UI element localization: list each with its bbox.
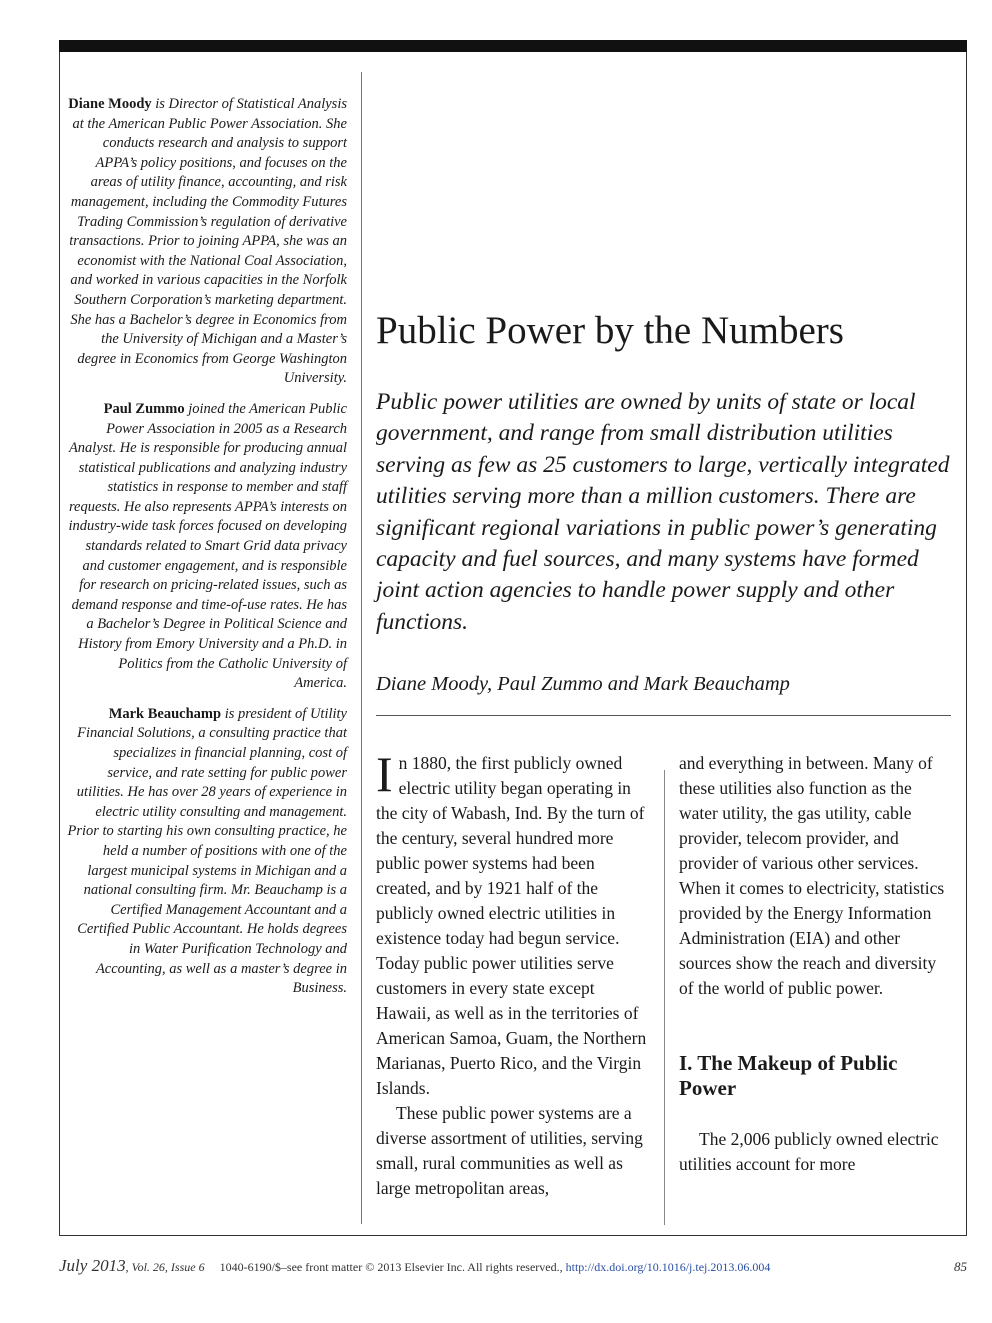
article-abstract: Public power utilities are owned by units of state or local government, and range from small distribution utilities serving as few as 25 customers to large, vertically integrated utilities serving more than a million customers. There are significant regional variations in public power’s generating capacity and fuel sources, and many systems have formed joint action agencies to handle power supply and other functions. <box>376 389 950 635</box>
article-title: Public Power by the Numbers <box>376 309 844 352</box>
author-bio-text: is president of Utility Financial Solutions, a consulting practice that specializes in financial planning, cost of service, and rate setting for public power utilities. He has over 28 years of experience in electric utility consulting and management. Prior to starting his own consulting practice, he held a number of positions with one of the largest municipal systems in Michigan and a national consulting firm. Mr. Beauchamp is a Certified Management Accountant and a Certified Public Accountant. He holds degrees in Water Purification Technology and Accounting, as well as a master’s degree in Business. <box>67 705 347 997</box>
author-bio-text: joined the American Public Power Association in 2005 as a Research Analyst. He is responsible for producing annual statistical publications and analyzing industry statistics in response to member and staff requests. He also represents APPA’s interests on industry-wide task forces focused on developing standards related to Smart Grid data privacy and customer engagement, and is responsible for research on pricing-related issues, such as demand response and time-of-use rates. He has a Bachelor’s Degree in Political Science and History from Emory University and a Ph.D. in Politics from the Catholic University of America. <box>68 400 347 692</box>
body-column-right <box>679 751 953 1177</box>
author-bio-name: Paul Zummo <box>103 400 185 417</box>
drop-cap: I <box>376 746 393 802</box>
author-bio <box>66 400 347 694</box>
issue-volume: Vol. 26, Issue 6 <box>131 1260 205 1274</box>
abstract-divider <box>376 715 951 716</box>
author-bio-name: Mark Beauchamp <box>108 705 222 722</box>
body-paragraph: These public power systems are a diverse assortment of utilities, serving small, rural communities as well as large metropolitan areas, <box>376 1103 643 1198</box>
body-column-left <box>376 746 650 1201</box>
section-heading: I. The Makeup of Public Power <box>679 1051 898 1100</box>
page-footer: July 2013, Vol. 26, Issue 6 1040-6190/$–see front matter © 2013 Elsevier Inc. All rights reserved., http://dx.doi.org/10.1016/j.tej.2013.06.004 85 <box>59 1256 967 1275</box>
body-paragraph <box>376 746 650 1101</box>
author-bio-text: is Director of Statistical Analysis at the American Public Power Association. She conducts research and analysis to support APPA’s policy positions, and focuses on the areas of utility finance, accounting, and risk management, including the Commodity Futures Trading Commission’s regulation of derivative transactions. Prior to joining APPA, she was an economist with the National Coal Association, and worked in various capacities in the Norfolk Southern Corporation’s marketing department. She has a Bachelor’s degree in Economics from the University of Michigan and a Master’s degree in Economics from George Washington University. <box>69 96 347 387</box>
doi-link[interactable]: http://dx.doi.org/10.1016/j.tej.2013.06.004 <box>565 1260 771 1274</box>
article-authors: Diane Moody, Paul Zummo and Mark Beauchamp <box>376 673 790 695</box>
author-bios <box>66 95 347 1010</box>
body-paragraph-text: n 1880, the first publicly owned electric utility began operating in the city of Wabash, Ind. By the turn of the century, several hundred more public power systems had been created, and by 1921 half of the publicly owned electric utilities in existence today had begun service. Today public power utilities serve customers in every state except Hawaii, as well as in the territories of American Samoa, Guam, the Northern Marianas, Puerto Rico, and the Virgin Islands. <box>376 753 647 1098</box>
issue-date: July 2013 <box>59 1256 126 1275</box>
author-bio-name: Diane Moody <box>68 96 152 112</box>
body-paragraph: The 2,006 publicly owned electric utilities account for more <box>679 1129 939 1174</box>
issn-notice: 1040-6190/$–see front matter © 2013 Elsevier Inc. All rights reserved., <box>219 1260 563 1274</box>
column-divider <box>664 770 665 1225</box>
sidebar-divider <box>361 72 362 1224</box>
body-paragraph: and everything in between. Many of these utilities also function as the water utility, the gas utility, cable provider, telecom provider, and provider of various other services. When it comes to electricity, statistics provided by the Energy Information Administration (EIA) and other sources show the reach and diversity of the world of public power. <box>679 753 945 998</box>
top-rule <box>59 40 967 52</box>
author-bio <box>66 95 347 389</box>
page-number: 85 <box>954 1259 967 1274</box>
author-bio <box>66 705 347 999</box>
